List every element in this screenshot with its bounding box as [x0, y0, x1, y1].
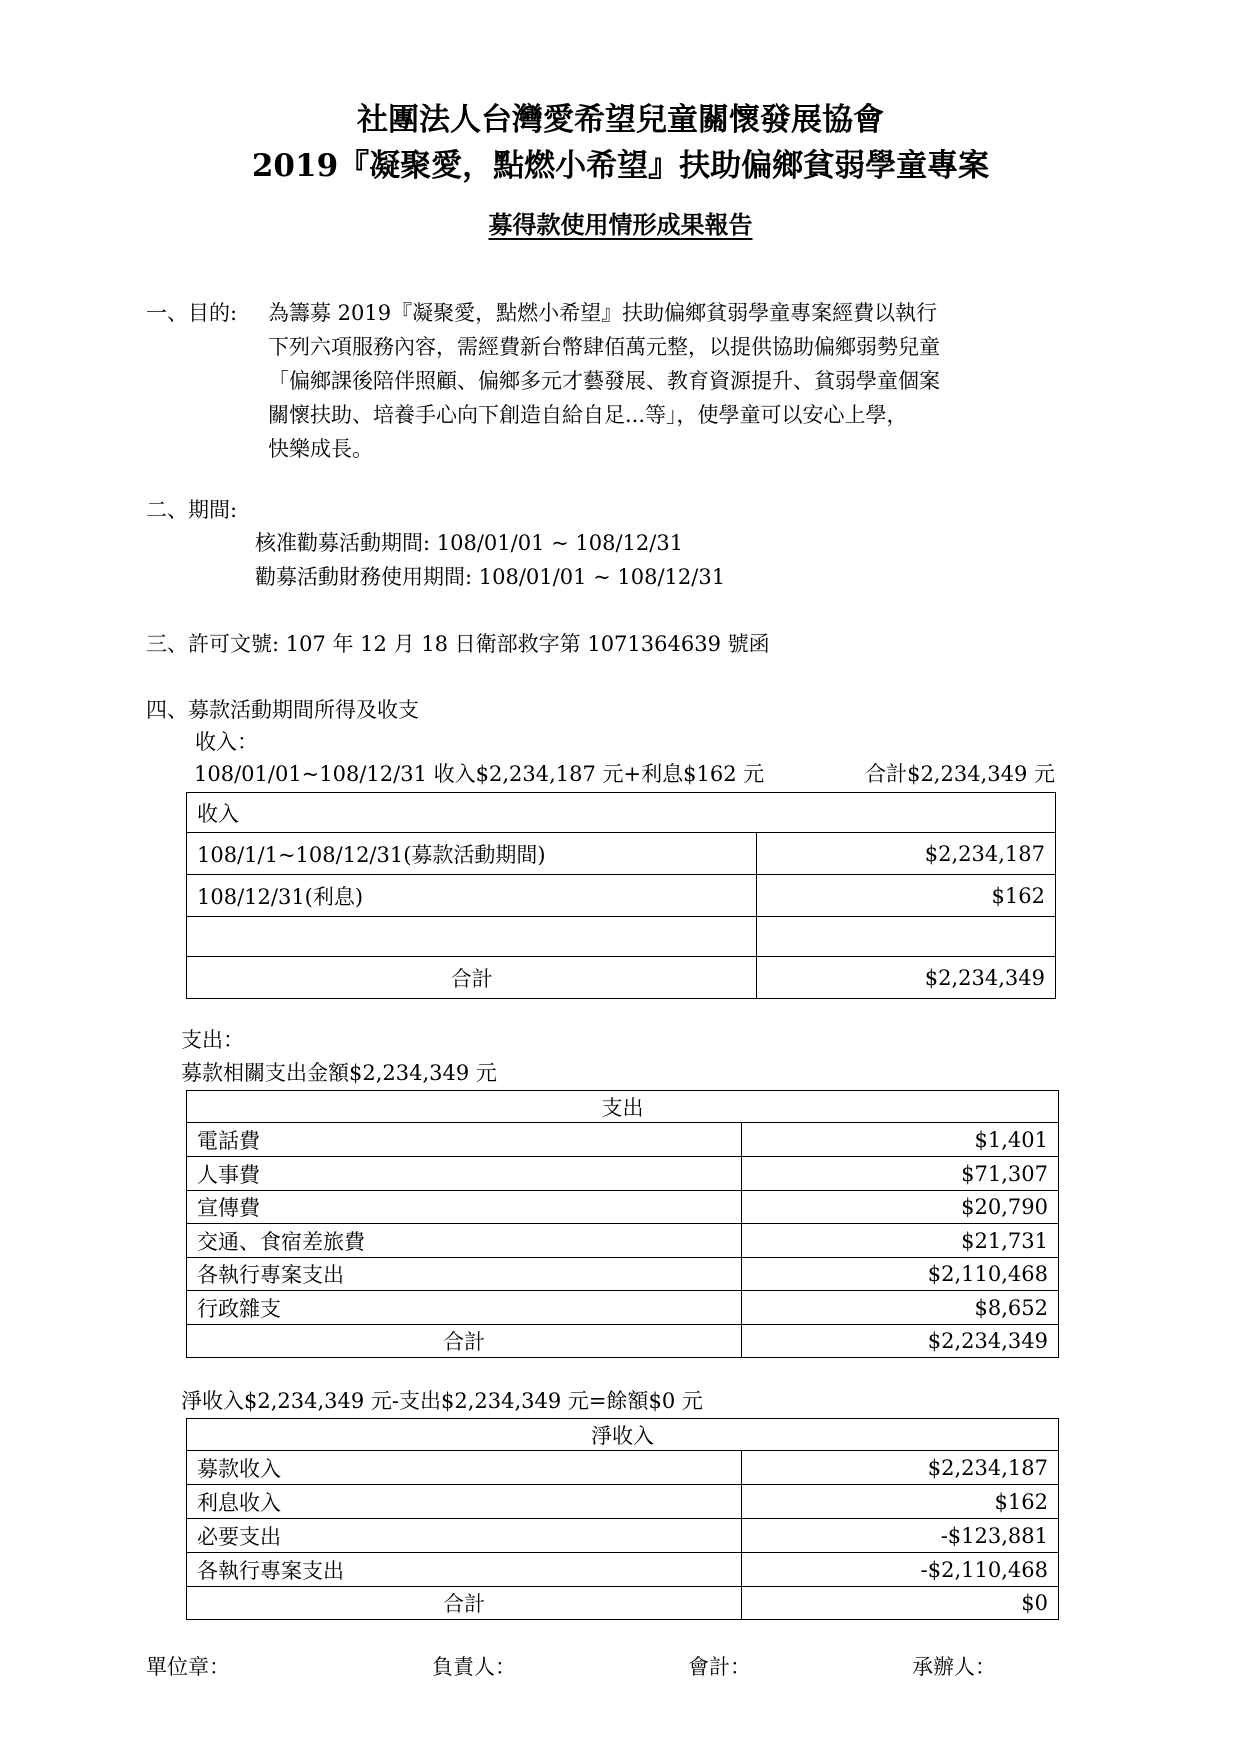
expense-total-label: 合計 — [187, 1325, 742, 1358]
org-title: 社團法人台灣愛希望兒童關懷發展協會 — [357, 102, 884, 138]
section1-line-1: 為籌募 2019『凝聚愛，點燃小希望』扶助偏鄉貧弱學童專案經費以執行 — [268, 301, 938, 325]
expense-table-header-row — [187, 1091, 1059, 1123]
income-total-summary: 合計$2,234,349 元 — [865, 762, 1055, 786]
table-row — [187, 1451, 1059, 1485]
usage-period: 勸募活動財務使用期間: 108/01/01 ~ 108/12/31 — [255, 565, 726, 589]
section4-label: 四、募款活動期間所得及收支 — [146, 698, 419, 722]
income-total-label: 合計 — [187, 957, 757, 999]
net-amount: $162 — [742, 1485, 1059, 1519]
income-total-amount: $2,234,349 — [757, 957, 1056, 999]
table-row — [187, 1191, 1059, 1224]
section1-line-5: 快樂成長。 — [268, 437, 373, 461]
expense-item: 人事費 — [187, 1157, 742, 1191]
expense-item: 各執行專案支出 — [187, 1258, 742, 1291]
expense-amount: $71,307 — [742, 1157, 1059, 1191]
net-total-row — [187, 1587, 1059, 1620]
expense-amount: $8,652 — [742, 1291, 1059, 1325]
expense-amount: $20,790 — [742, 1191, 1059, 1224]
table-row — [187, 1224, 1059, 1258]
income-amount: $162 — [757, 875, 1056, 917]
expense-total-amount: $2,234,349 — [742, 1325, 1059, 1358]
section1-line-3: 「偏鄉課後陪伴照顧、偏鄉多元才藝發展、教育資源提升、貧弱學童個案 — [268, 369, 940, 393]
net-item: 募款收入 — [187, 1451, 742, 1485]
table-row — [187, 833, 1056, 875]
income-total-row — [187, 957, 1056, 999]
expense-table — [186, 1090, 1059, 1358]
permit-number: 三、許可文號: 107 年 12 月 18 日衛部救字第 1071364639 號函 — [146, 632, 770, 656]
net-summary: 淨收入$2,234,349 元-支出$2,234,349 元=餘額$0 元 — [181, 1389, 703, 1413]
income-table — [186, 792, 1056, 999]
income-table-header: 收入 — [187, 793, 1056, 833]
expense-summary: 募款相關支出金額$2,234,349 元 — [181, 1061, 497, 1085]
income-label: 收入： — [195, 730, 258, 754]
income-summary: 108/01/01~108/12/31 收入$2,234,187 元+利息$162 元 — [194, 762, 765, 786]
expense-item: 行政雜支 — [187, 1291, 742, 1325]
income-item — [187, 917, 757, 957]
accountant-label: 會計： — [688, 1655, 751, 1679]
expense-label: 支出： — [181, 1028, 244, 1052]
net-item: 各執行專案支出 — [187, 1553, 742, 1587]
report-title-text: 募得款使用情形成果報告 — [488, 210, 753, 239]
income-item: 108/12/31(利息) — [187, 875, 757, 917]
section1-line-2: 下列六項服務內容，需經費新台幣肆佰萬元整，以提供協助偏鄉弱勢兒童 — [268, 335, 940, 359]
net-item: 利息收入 — [187, 1485, 742, 1519]
expense-item: 交通、食宿差旅費 — [187, 1224, 742, 1258]
responsible-label: 負責人： — [432, 1655, 516, 1679]
expense-amount: $2,110,468 — [742, 1258, 1059, 1291]
income-amount — [757, 917, 1056, 957]
income-item: 108/1/1~108/12/31(募款活動期間) — [187, 833, 757, 875]
net-amount: $2,234,187 — [742, 1451, 1059, 1485]
section1-body — [268, 296, 1068, 466]
table-row — [187, 1258, 1059, 1291]
table-row — [187, 1291, 1059, 1325]
expense-amount: $1,401 — [742, 1123, 1059, 1157]
handler-label: 承辦人： — [912, 1655, 996, 1679]
net-total-label: 合計 — [187, 1587, 742, 1620]
net-amount: -$123,881 — [742, 1519, 1059, 1553]
net-amount: -$2,110,468 — [742, 1553, 1059, 1587]
expense-item: 電話費 — [187, 1123, 742, 1157]
table-row — [187, 1519, 1059, 1553]
approved-period: 核准勸募活動期間: 108/01/01 ~ 108/12/31 — [255, 531, 684, 555]
section2-label: 二、期間: — [146, 498, 238, 522]
seal-label: 單位章： — [146, 1655, 230, 1679]
table-row — [187, 1485, 1059, 1519]
table-row — [187, 875, 1056, 917]
net-table-header: 淨收入 — [187, 1419, 1059, 1451]
expense-table-header: 支出 — [187, 1091, 1059, 1123]
table-row — [187, 1123, 1059, 1157]
income-table-header-row — [187, 793, 1056, 833]
net-income-table — [186, 1418, 1059, 1620]
report-title — [0, 205, 1241, 240]
table-row — [187, 1553, 1059, 1587]
net-total-amount: $0 — [742, 1587, 1059, 1620]
section1-label: 一、目的: — [146, 301, 238, 325]
section1-line-4: 關懷扶助、培養手心向下創造自給自足...等」，使學童可以安心上學， — [268, 403, 908, 427]
income-amount: $2,234,187 — [757, 833, 1056, 875]
table-row — [187, 1157, 1059, 1191]
project-title: 2019『凝聚愛，點燃小希望』扶助偏鄉貧弱學童專案 — [251, 148, 990, 184]
expense-total-row — [187, 1325, 1059, 1358]
net-item: 必要支出 — [187, 1519, 742, 1553]
net-table-header-row — [187, 1419, 1059, 1451]
expense-amount: $21,731 — [742, 1224, 1059, 1258]
expense-item: 宣傳費 — [187, 1191, 742, 1224]
table-row — [187, 917, 1056, 957]
